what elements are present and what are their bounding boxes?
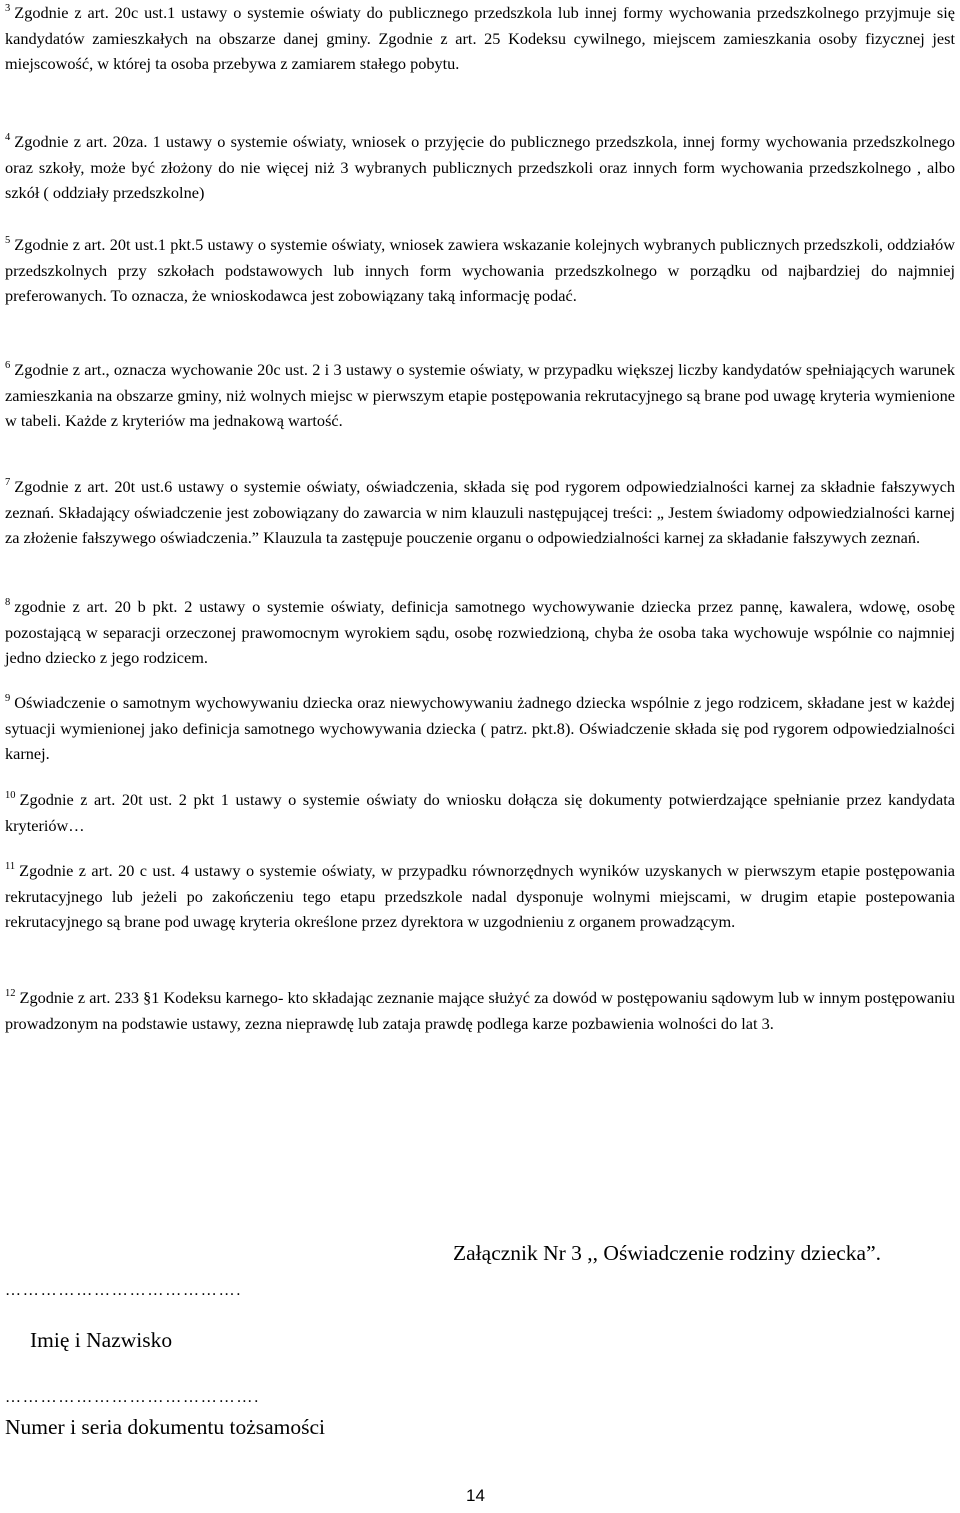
footnote-10 xyxy=(5,787,955,838)
footnote-number: 10 xyxy=(5,790,16,801)
footnote-text: Oświadczenie o samotnym wychowywaniu dziecka oraz niewychowywaniu żadnego dziecka wspólnie z jego rodzicem, składane jest w każdej sytuacji wymienionej jako definicja samotnego wychowywania dziecka ( patrz. pkt.8). Oświadczenie składa się pod rygorem odpowiedzialności karnej. xyxy=(5,693,955,763)
footnote-number: 6 xyxy=(5,360,11,371)
footnote-number: 12 xyxy=(5,988,16,999)
footnote-number: 4 xyxy=(5,132,11,143)
footnote-text: Zgodnie z art. 20c ust.1 ustawy o systemie oświaty do publicznego przedszkola lub innej formy wychowania przedszkolnego przyjmuje się kandydatów zamieszkałych na obszarze danej gminy. Zgodnie z art. 25 Kodeksu cywilnego, miejscem zamieszkania osoby fizycznej jest miejscowość, w której ta osoba przebywa z zamiarem stałego pobytu. xyxy=(5,3,955,73)
id-document-field-label: Numer i seria dokumentu tożsamości xyxy=(5,1415,326,1439)
footnote-9 xyxy=(5,690,955,767)
footnote-text: Zgodnie z art., oznacza wychowanie 20c ust. 2 i 3 ustawy o systemie oświaty, w przypadku większej liczby kandydatów spełniających warunek zamieszkania na obszarze gminy, niż wolnych miejsc w pierwszym etapie postępowania rekrutacyjnego są brane pod uwagę kryteria wymienione w tabeli. Każde z kryteriów ma jednakową wartość. xyxy=(5,360,955,430)
footnote-6 xyxy=(5,357,955,434)
footnote-8 xyxy=(5,594,955,671)
footnote-number: 3 xyxy=(5,3,11,14)
footnote-text: Zgodnie z art. 20t ust. 2 pkt 1 ustawy o systemie oświaty do wniosku dołącza się dokumenty potwierdzające spełnianie przez kandydata kryteriów… xyxy=(5,790,955,835)
footnote-number: 8 xyxy=(5,597,11,608)
footnote-number: 11 xyxy=(5,861,16,872)
footnote-text: zgodnie z art. 20 b pkt. 2 ustawy o systemie oświaty, definicja samotnego wychowywanie dziecka przez pannę, kawalera, wdowę, osobę pozostającą w separacji orzeczonej prawomocnym wyrokiem sądu, osobę rozwiedzioną, chyba że osoba taka wychowuje wspólnie co najmniej jedno dziecko z jego rodzicem. xyxy=(5,597,955,667)
footnote-3 xyxy=(5,0,955,77)
footnote-11 xyxy=(5,858,955,935)
footnote-12 xyxy=(5,985,955,1036)
footnote-5 xyxy=(5,232,955,309)
footnote-7 xyxy=(5,474,955,551)
footnote-text: Zgodnie z art. 20za. 1 ustawy o systemie oświaty, wniosek o przyjęcie do publicznego przedszkola, innej formy wychowania przedszkolnego oraz szkoły, może być złożony do nie więcej niż 3 wybranych publicznych przedszkoli oraz innych form wychowania przedszkolnego , albo szkół ( oddziały przedszkolne) xyxy=(5,132,955,202)
name-field-label: Imię i Nazwisko xyxy=(30,1328,173,1352)
annex-title: Załącznik Nr 3 ,, Oświadczenie rodziny dziecka”. xyxy=(453,1241,882,1265)
footnote-text: Zgodnie z art. 20t ust.1 pkt.5 ustawy o systemie oświaty, wniosek zawiera wskazanie kolejnych wybranych publicznych przedszkoli, oddziałów przedszkolnych przy szkołach podstawowych lub innych form wychowania przedszkolnego w porządku od najbardziej do najmniej preferowanych. To oznacza, że wnioskodawca jest zobowiązany taką informację podać. xyxy=(5,235,955,305)
name-signature-line: …………………………………. xyxy=(5,1282,243,1299)
page-number: 14 xyxy=(466,1486,485,1505)
footnote-text: Zgodnie z art. 20t ust.6 ustawy o systemie oświaty, oświadczenia, składa się pod rygorem odpowiedzialności karnej za składnie fałszywych zeznań. Składający oświadczenie jest zobowiązany do zawarcia w nim klauzuli następującej treści: „ Jestem świadomy odpowiedzialności karnej za złożenie fałszywego oświadczenia.” Klauzula ta zastępuje pouczenie organu o odpowiedzialności karnej za składanie fałszywych zeznań. xyxy=(5,477,955,547)
footnote-number: 5 xyxy=(5,235,11,246)
footnote-number: 9 xyxy=(5,693,11,704)
footnote-text: Zgodnie z art. 20 c ust. 4 ustawy o systemie oświaty, w przypadku równorzędnych wyników uzyskanych w pierwszym etapie postępowania rekrutacyjnego lub jeżeli po zakończeniu tego etapu przedszkole nadal dysponuje wolnymi miejscami, w drugim etapie postepowania rekrutacyjnego są brane pod uwagę kryteria określone przez dyrektora w uzgodnieniu z organem prowadzącym. xyxy=(5,861,955,931)
id-document-signature-line: ……………………………………. xyxy=(5,1389,260,1406)
footnote-text: Zgodnie z art. 233 §1 Kodeksu karnego- kto składając zeznanie mające służyć za dowód w postępowaniu sądowym lub w innym postępowaniu prowadzonym na podstawie ustawy, zezna nieprawdę lub zataja prawdę podlega karze pozbawienia wolności do lat 3. xyxy=(5,988,955,1033)
footnote-number: 7 xyxy=(5,477,11,488)
footnote-4 xyxy=(5,129,955,206)
